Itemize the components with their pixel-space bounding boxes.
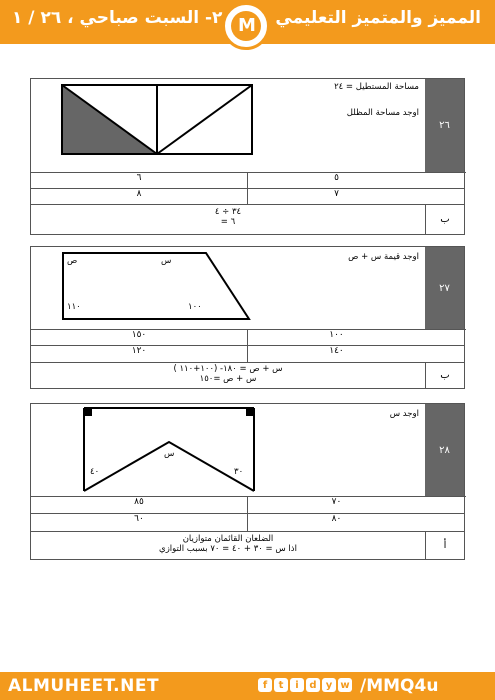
option: ٧ <box>247 189 425 204</box>
option: ٨٥ <box>134 497 144 507</box>
trapezoid-figure <box>61 251 253 323</box>
solution: ٣٤ ÷ ٤ ٦ = <box>214 207 242 227</box>
options-row <box>31 330 464 346</box>
logo-letter: M <box>238 15 256 36</box>
option: ١٢٠ <box>131 346 147 356</box>
answer-label: ب <box>425 205 464 234</box>
instagram-icon[interactable]: i <box>290 678 304 692</box>
option: ٦٠ <box>134 514 144 524</box>
question-27 <box>30 246 465 389</box>
question-prompt: مساحة المستطيل = ٢٤ <box>334 82 419 92</box>
question-number: ٢٨ <box>425 404 464 496</box>
header-title: المميز والمتميز التعليمي <box>275 8 481 28</box>
facebook-icon[interactable]: f <box>258 678 272 692</box>
option: ٨ <box>136 189 142 199</box>
question-prompt: اوجد مساحة المظلل <box>346 108 419 118</box>
question-prompt: اوجد س <box>389 409 419 419</box>
solution: س + ص = ١٨٠- (١٠٠+١١٠ ) س + ص =١٥٠ <box>173 364 283 384</box>
options-row <box>31 497 464 514</box>
angle-label: ١١٠ <box>67 302 81 312</box>
option: ١٤٠ <box>247 346 425 362</box>
options-row <box>31 514 464 532</box>
option: ٧٠ <box>247 497 425 513</box>
option: ٨٠ <box>247 514 425 531</box>
header-date: ٢- السبت صباحي ، ٢٦ / ١ <box>12 8 223 28</box>
angle-label: س <box>164 449 175 459</box>
telegram-icon[interactable]: d <box>306 678 320 692</box>
footer-bar <box>0 672 495 700</box>
angle-label: ٣٠ <box>234 467 244 477</box>
rectangle-figure <box>61 84 253 156</box>
question-prompt: اوجد قيمة س + ص <box>348 252 419 262</box>
option: ١٥٠ <box>131 330 147 340</box>
option: ٥ <box>247 173 425 188</box>
twitter-icon[interactable]: t <box>274 678 288 692</box>
angle-label: ١٠٠ <box>188 302 202 312</box>
angle-label: ص <box>67 256 78 266</box>
option: ٦ <box>136 173 142 183</box>
question-number: ٢٧ <box>425 247 464 329</box>
social-icons <box>258 678 352 692</box>
footer-handle[interactable]: /MMQ4u <box>360 676 439 696</box>
answer-label: أ <box>425 532 464 559</box>
question-26 <box>30 78 465 235</box>
footer-site[interactable]: ALMUHEET.NET <box>8 676 160 696</box>
options-row <box>31 173 464 189</box>
angle-label: س <box>161 256 172 266</box>
options-row <box>31 189 464 205</box>
option: ١٠٠ <box>247 330 425 345</box>
answer-label: ب <box>425 363 464 388</box>
question-28 <box>30 403 465 560</box>
trapezoid <box>63 253 249 319</box>
logo <box>222 2 270 50</box>
question-number: ٢٦ <box>425 79 464 172</box>
options-row <box>31 346 464 363</box>
web-icon[interactable]: w <box>338 678 352 692</box>
solution: الضلعان القائمان متوازيان اذا س = ٣٠ + ٤٠ = ٧٠ بسبب التوازي <box>159 534 297 554</box>
youtube-icon[interactable]: y <box>322 678 336 692</box>
angle-label: ٤٠ <box>90 467 100 477</box>
